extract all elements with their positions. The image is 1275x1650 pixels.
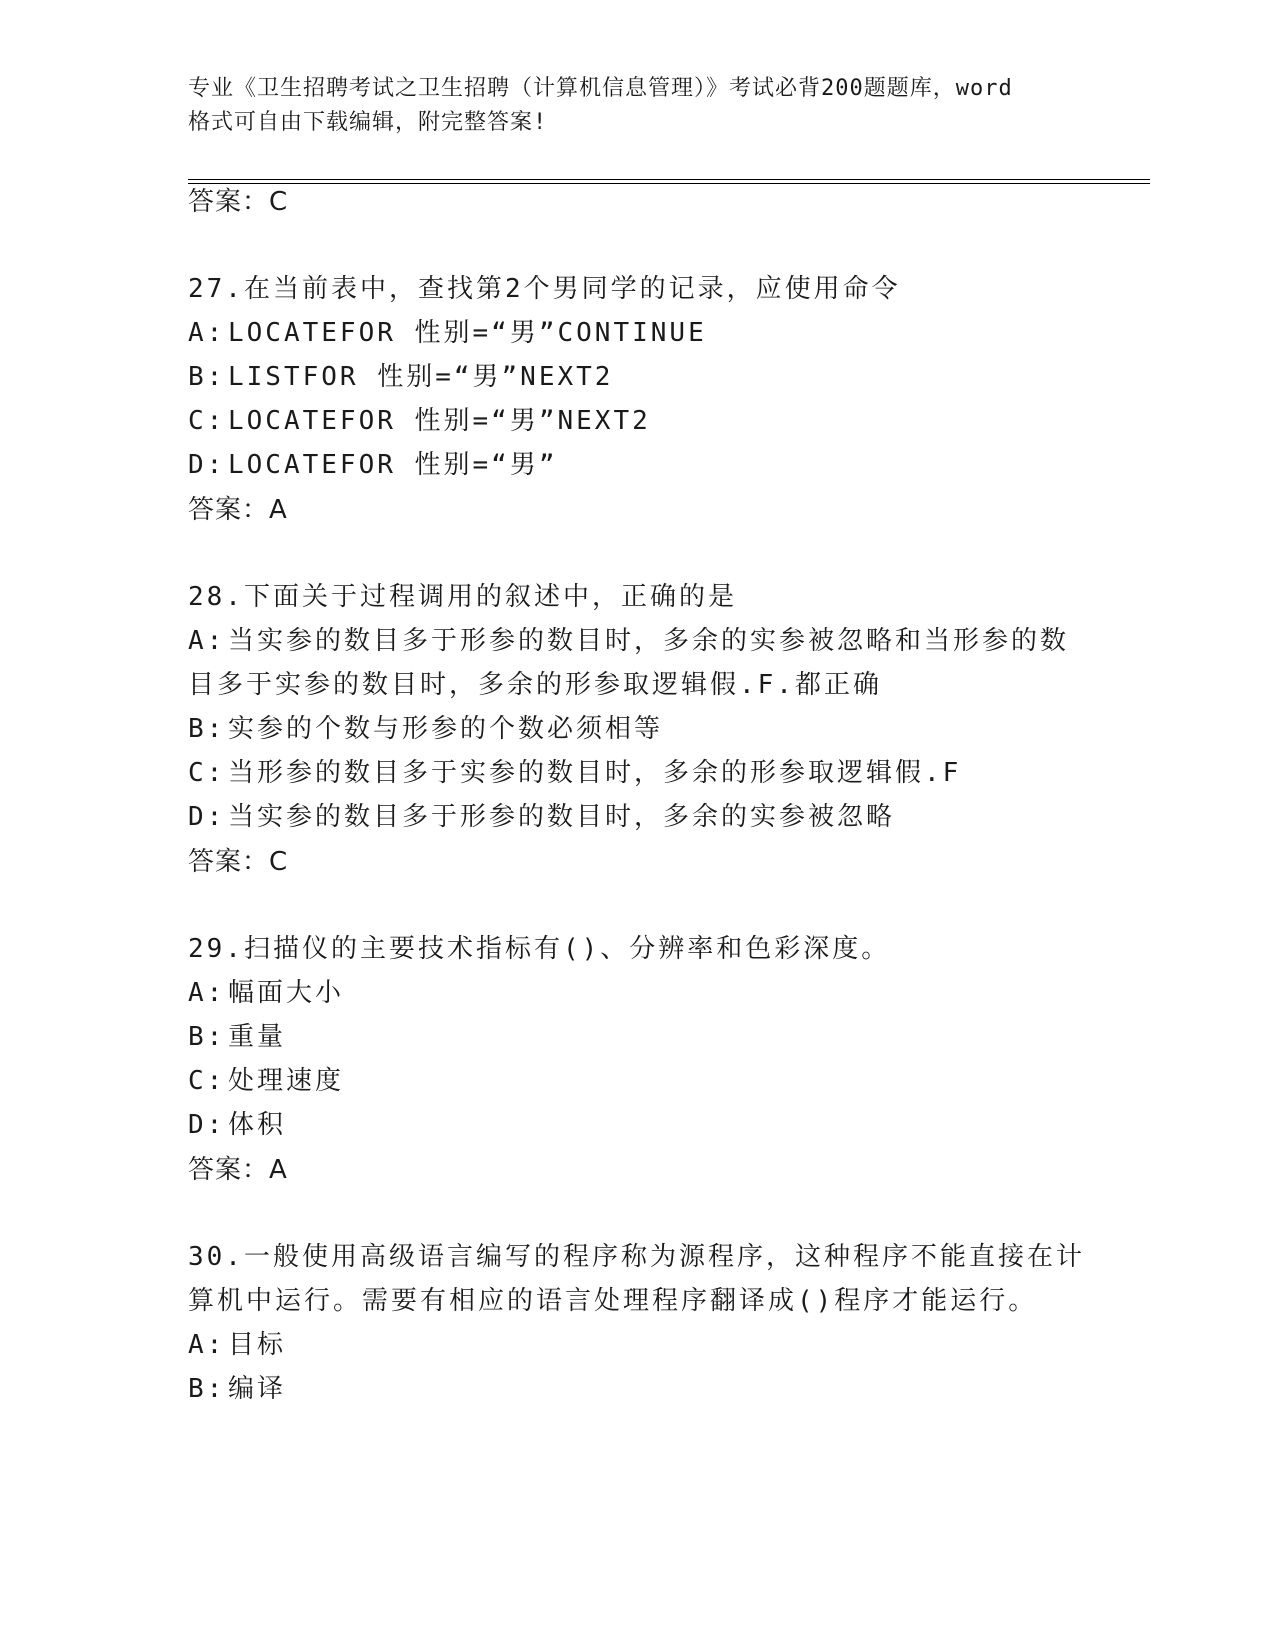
question-29-option-c — [188, 1058, 1088, 1104]
option-text: 目标 — [228, 1330, 287, 1360]
option-text: LOCATEFOR 性别=“男”NEXT2 — [228, 406, 651, 436]
option-text: 当实参的数目多于形参的数目时，多余的实参被忽略和当形参的数 — [228, 626, 1070, 656]
document-header — [188, 72, 1088, 140]
question-29-text: 29.扫描仪的主要技术指标有()、分辨率和色彩深度。 — [188, 934, 891, 964]
option-letter: B: — [188, 362, 226, 392]
question-27-option-c — [188, 398, 1088, 444]
question-30-text-continued: 算机中运行。需要有相应的语言处理程序翻译成()程序才能运行。 — [188, 1286, 1038, 1316]
option-text: LISTFOR 性别=“男”NEXT2 — [228, 362, 614, 392]
option-text: 当形参的数目多于实参的数目时，多余的形参取逻辑假.F — [228, 758, 962, 788]
option-text: 重量 — [228, 1022, 287, 1052]
option-letter: A: — [188, 1330, 226, 1360]
question-29-option-b — [188, 1014, 1088, 1060]
option-letter: C: — [188, 758, 226, 788]
question-30-text: 30.一般使用高级语言编写的程序称为源程序，这种程序不能直接在计 — [188, 1242, 1085, 1272]
option-letter: A: — [188, 978, 226, 1008]
question-30-option-b — [188, 1366, 1088, 1412]
question-29-option-d — [188, 1102, 1088, 1148]
option-letter: A: — [188, 318, 226, 348]
option-letter: D: — [188, 802, 226, 832]
question-28-option-b — [188, 706, 1088, 752]
option-text: 幅面大小 — [228, 978, 345, 1008]
header-divider-thin — [188, 183, 1150, 184]
question-28-option-d — [188, 794, 1088, 840]
question-27-text: 27.在当前表中，查找第2个男同学的记录，应使用命令 — [188, 274, 901, 304]
option-letter: C: — [188, 1066, 226, 1096]
question-28-option-a-continued: 目多于实参的数目时，多余的形参取逻辑假.F.都正确 — [188, 670, 882, 700]
option-letter: D: — [188, 1110, 226, 1140]
option-letter: C: — [188, 406, 226, 436]
option-text: 处理速度 — [228, 1066, 345, 1096]
option-text: 实参的个数与形参的个数必须相等 — [228, 714, 664, 744]
question-29-answer: 答案：A — [188, 1155, 288, 1185]
option-letter: B: — [188, 714, 226, 744]
question-28-text: 28.下面关于过程调用的叙述中，正确的是 — [188, 582, 737, 612]
option-letter: A: — [188, 626, 226, 656]
option-letter: D: — [188, 450, 226, 480]
question-27-option-a — [188, 310, 1088, 356]
option-text: 当实参的数目多于形参的数目时，多余的实参被忽略 — [228, 802, 896, 832]
option-text: 体积 — [228, 1110, 287, 1140]
question-29-option-a — [188, 970, 1088, 1016]
question-27-option-d — [188, 442, 1088, 488]
header-line-2: 格式可自由下载编辑，附完整答案! — [188, 110, 548, 135]
option-text: LOCATEFOR 性别=“男”CONTINUE — [228, 318, 707, 348]
header-line-1: 专业《卫生招聘考试之卫生招聘（计算机信息管理）》考试必背200题题库，word — [188, 76, 1013, 101]
header-divider-thick — [188, 179, 1150, 180]
option-letter: B: — [188, 1374, 226, 1404]
option-letter: B: — [188, 1022, 226, 1052]
question-28-answer: 答案：C — [188, 847, 289, 877]
question-27-answer: 答案：A — [188, 495, 288, 525]
question-30-option-a — [188, 1322, 1088, 1368]
answer-previous: 答案：C — [188, 187, 289, 217]
question-27-option-b — [188, 354, 1088, 400]
option-text: 编译 — [228, 1374, 287, 1404]
question-28-option-c — [188, 750, 1088, 796]
question-28-option-a — [188, 618, 1088, 664]
option-text: LOCATEFOR 性别=“男” — [228, 450, 558, 480]
